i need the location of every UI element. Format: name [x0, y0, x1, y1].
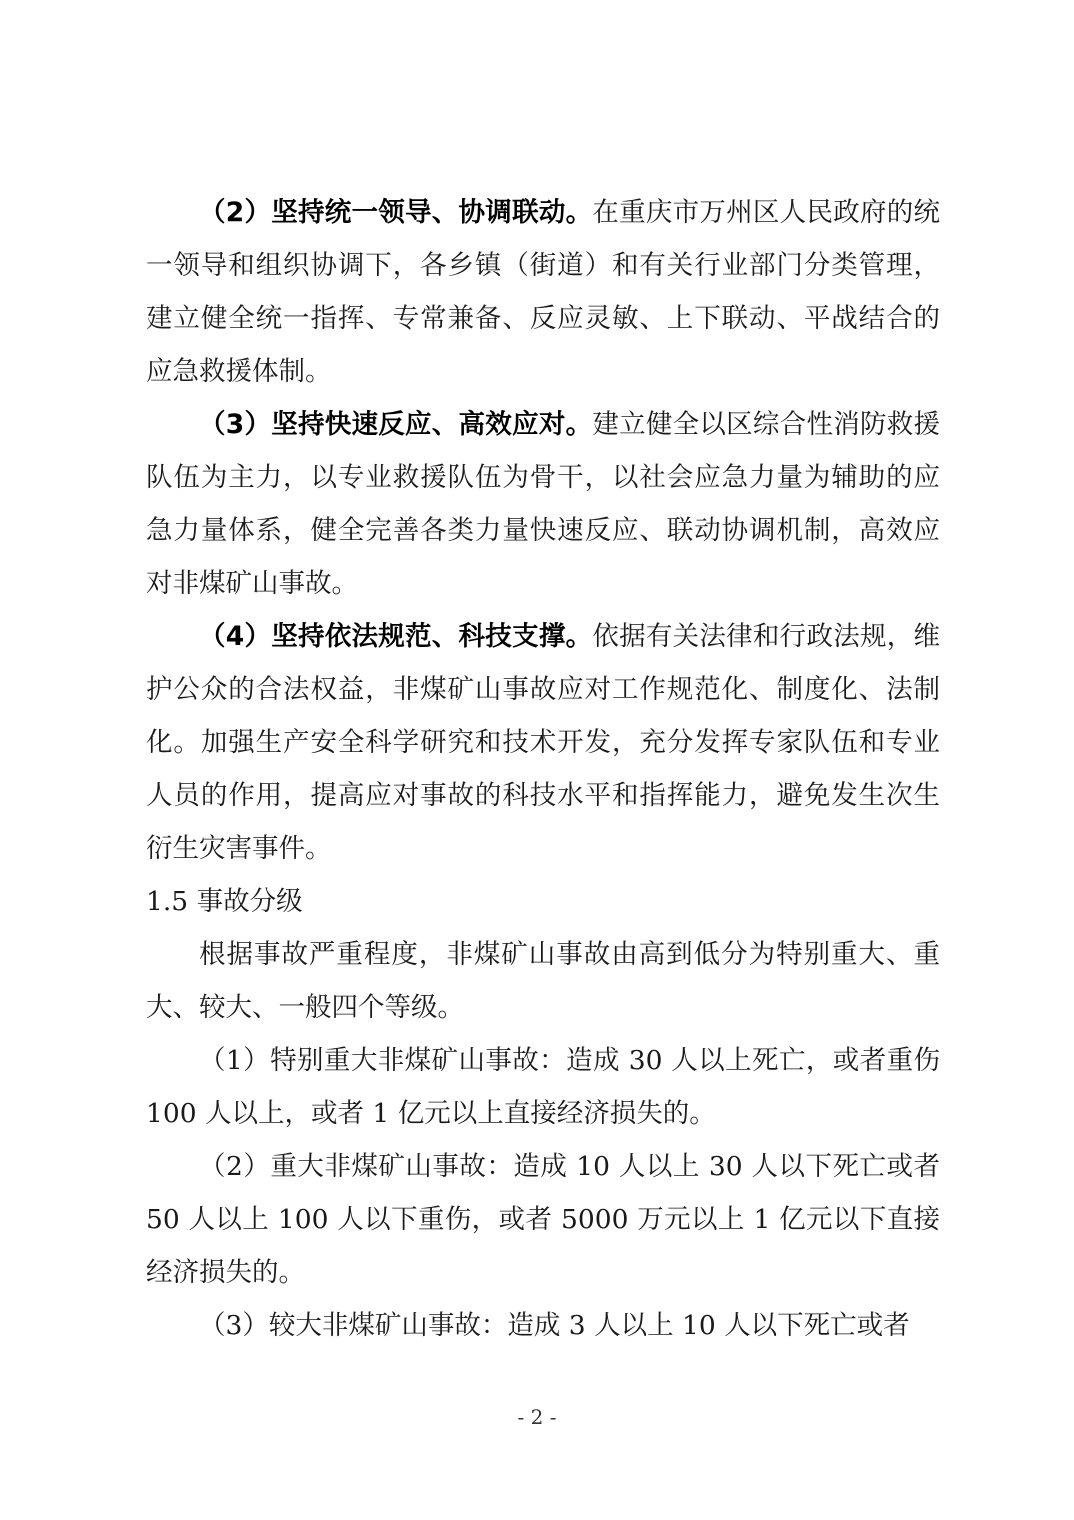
principle-paragraph-2	[146, 186, 940, 398]
section-heading: 1.5 事故分级	[146, 886, 303, 917]
level-paragraph-1: （1）特别重大非煤矿山事故：造成 30 人以上死亡，或者重伤 100 人以上，或者 1 亿元以上直接经济损失的。	[146, 1045, 940, 1129]
principle-paragraph-3	[146, 398, 940, 610]
principle-text-4: 依据有关法律和行政法规，维护公众的合法权益，非煤矿山事故应对工作规范化、制度化、法制化。加强生产安全科学研究和技术开发，充分发挥专家队伍和专业人员的作用，提高应对事故的科技水平和指挥能力，避免发生次生衍生灾害事件。	[146, 621, 940, 864]
principle-text-3: 建立健全以区综合性消防救援队伍为主力，以专业救援队伍为骨干，以社会应急力量为辅助的应急力量体系，健全完善各类力量快速反应、联动协调机制，高效应对非煤矿山事故。	[146, 409, 940, 599]
classification-intro: 根据事故严重程度，非煤矿山事故由高到低分为特别重大、重大、较大、一般四个等级。	[146, 939, 940, 1023]
level-paragraph-2: （2）重大非煤矿山事故：造成 10 人以上 30 人以下死亡或者 50 人以上 100 人以下重伤，或者 5000 万元以上 1 亿元以下直接经济损失的。	[146, 1151, 940, 1288]
principle-lead-3: （3）坚持快速反应、高效应对。	[199, 409, 593, 440]
document-body	[146, 186, 940, 1352]
principle-lead-2: （2）坚持统一领导、协调联动。	[199, 197, 593, 228]
page-number: - 2 -	[517, 1405, 557, 1429]
principle-text-2: 在重庆市万州区人民政府的统一领导和组织协调下，各乡镇（街道）和有关行业部门分类管理，建立健全统一指挥、专常兼备、反应灵敏、上下联动、平战结合的应急救援体制。	[146, 197, 940, 387]
level-paragraph-3: （3）较大非煤矿山事故：造成 3 人以上 10 人以下死亡或者	[199, 1310, 910, 1341]
principle-lead-4: （4）坚持依法规范、科技支撑。	[199, 621, 593, 652]
principle-paragraph-4	[146, 610, 940, 875]
